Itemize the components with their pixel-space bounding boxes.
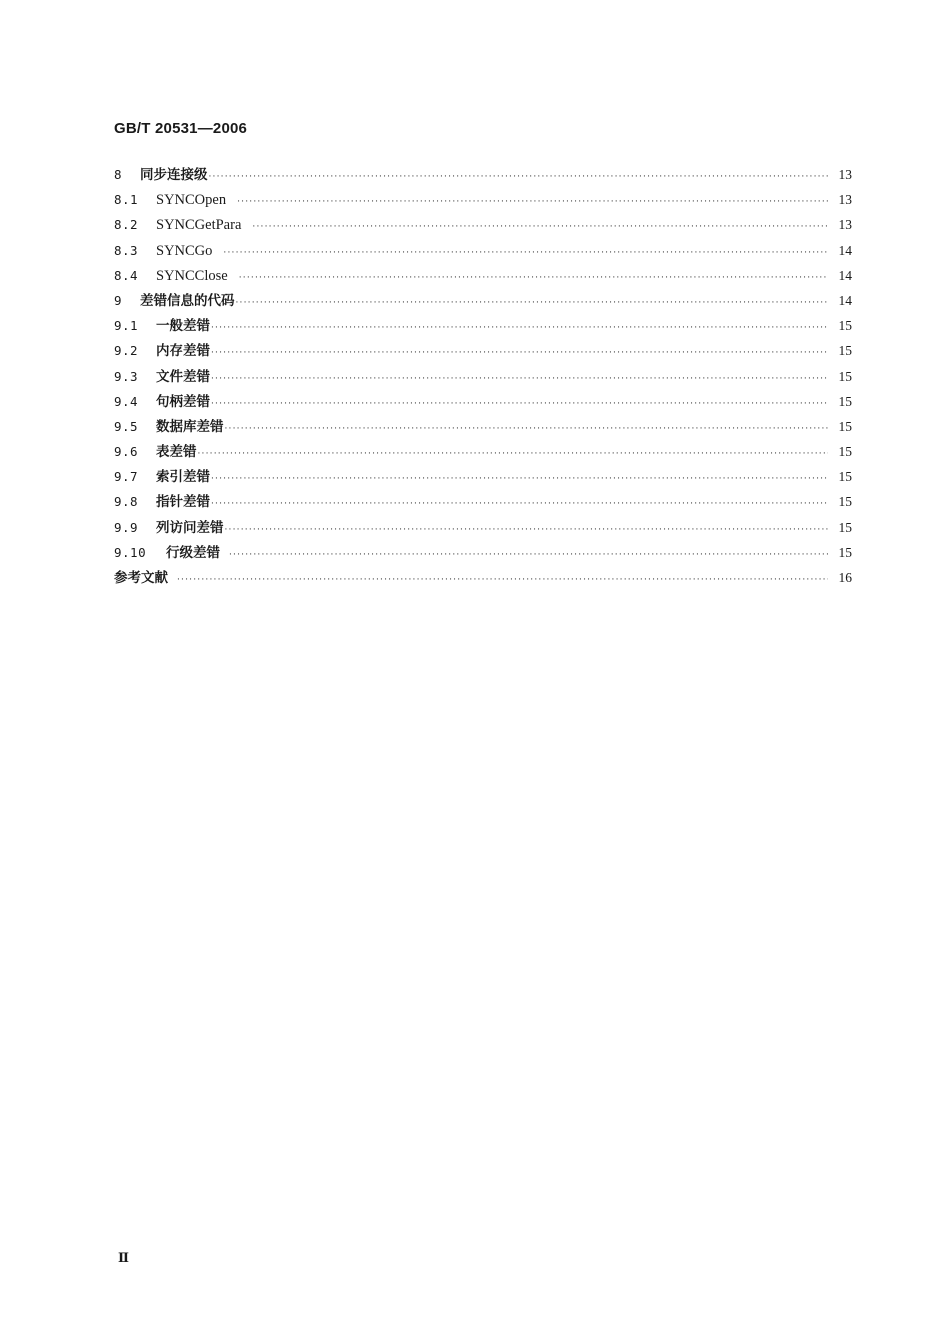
toc-entry-number: 8 bbox=[114, 167, 123, 182]
toc-entry-page: 15 bbox=[838, 368, 852, 384]
toc-entry[interactable] bbox=[114, 263, 852, 288]
toc-entry[interactable] bbox=[114, 515, 852, 540]
toc-entry-page: 15 bbox=[838, 418, 852, 434]
toc-entry-number: 9.6 bbox=[114, 444, 139, 460]
page-number: Ⅱ bbox=[118, 1250, 129, 1265]
toc-dot-leader bbox=[211, 367, 828, 392]
toc-entry-number: 9.4 bbox=[114, 393, 139, 409]
toc-dot-leader bbox=[211, 316, 828, 341]
toc-entry-title: 索引差错 bbox=[156, 469, 210, 486]
toc-entry-page: 15 bbox=[838, 544, 852, 560]
toc-entry-number: 9.10 bbox=[114, 544, 147, 560]
toc-entry-page: 14 bbox=[838, 242, 852, 258]
toc-entry-title: SYNCGetPara bbox=[156, 217, 242, 234]
toc-entry-number: 8.2 bbox=[114, 217, 139, 233]
toc-entry-title: 文件差错 bbox=[156, 368, 210, 385]
toc-entry-title: 内存差错 bbox=[156, 343, 210, 360]
toc-dot-leader bbox=[211, 341, 828, 366]
toc-dot-leader bbox=[252, 215, 828, 240]
toc-dot-leader bbox=[225, 518, 829, 543]
toc-entry-page: 15 bbox=[838, 318, 852, 334]
toc-entry[interactable] bbox=[114, 389, 852, 414]
toc-entry-title: 列访问差错 bbox=[156, 519, 224, 536]
toc-entry-page: 15 bbox=[838, 343, 852, 359]
toc-entry-page: 15 bbox=[838, 469, 852, 485]
toc-entry[interactable] bbox=[114, 414, 852, 439]
toc-entry-page: 13 bbox=[838, 192, 852, 208]
toc-entry-page: 14 bbox=[838, 267, 852, 283]
toc-entry-page: 16 bbox=[838, 570, 852, 585]
toc-dot-leader bbox=[211, 392, 828, 417]
toc-dot-leader bbox=[223, 241, 828, 266]
toc-dot-leader bbox=[229, 543, 828, 568]
toc-entry-page: 15 bbox=[838, 393, 852, 409]
toc-entry-number: 9.3 bbox=[114, 368, 139, 384]
table-of-contents bbox=[114, 162, 852, 590]
toc-entry-title: SYNCOpen bbox=[156, 192, 227, 209]
toc-entry[interactable] bbox=[114, 464, 852, 489]
page-header-standard-code: GB/T 20531—2006 bbox=[114, 120, 248, 137]
toc-entry[interactable] bbox=[114, 364, 852, 389]
toc-entry-title: 行级差错 bbox=[166, 544, 220, 561]
toc-entry-title: 表差错 bbox=[156, 444, 197, 461]
toc-entry-number: 9.9 bbox=[114, 519, 139, 535]
toc-entry-title: SYNCClose bbox=[156, 267, 228, 284]
toc-entry-title: 一般差错 bbox=[156, 318, 210, 335]
toc-entry-title: 指针差错 bbox=[156, 494, 210, 511]
toc-dot-leader bbox=[237, 190, 828, 215]
toc-entry-number: 8.3 bbox=[114, 242, 139, 258]
toc-entry-title: SYNCGo bbox=[156, 242, 213, 259]
toc-entry-number: 9 bbox=[114, 292, 123, 308]
toc-entry[interactable] bbox=[114, 489, 852, 514]
toc-entry-number: 8.1 bbox=[114, 192, 139, 208]
toc-entry-title: 数据库差错 bbox=[156, 418, 224, 435]
toc-dot-leader bbox=[211, 467, 828, 492]
toc-entry-title: 参考文献 bbox=[114, 570, 168, 586]
toc-entry-page: 15 bbox=[838, 519, 852, 535]
toc-entry-number: 9.5 bbox=[114, 418, 139, 434]
toc-entry-page: 15 bbox=[838, 444, 852, 460]
toc-dot-leader bbox=[236, 291, 829, 316]
toc-entry-page: 15 bbox=[838, 494, 852, 510]
toc-entry-number: 9.7 bbox=[114, 469, 139, 485]
toc-entry[interactable] bbox=[114, 565, 852, 590]
toc-entry-page: 13 bbox=[838, 217, 852, 233]
toc-dot-leader bbox=[198, 442, 829, 467]
toc-entry[interactable] bbox=[114, 439, 852, 464]
toc-dot-leader bbox=[209, 165, 829, 190]
toc-dot-leader bbox=[239, 266, 828, 291]
toc-entry-number: 8.4 bbox=[114, 267, 139, 283]
toc-entry[interactable] bbox=[114, 162, 852, 187]
toc-entry-page: 13 bbox=[838, 167, 852, 182]
toc-dot-leader bbox=[211, 492, 828, 517]
toc-entry-number: 9.1 bbox=[114, 318, 139, 334]
toc-entry[interactable] bbox=[114, 540, 852, 565]
toc-entry[interactable] bbox=[114, 238, 852, 263]
toc-dot-leader bbox=[177, 568, 828, 593]
toc-dot-leader bbox=[225, 417, 829, 442]
toc-entry-number: 9.8 bbox=[114, 494, 139, 510]
toc-entry-page: 14 bbox=[838, 292, 852, 308]
toc-entry[interactable] bbox=[114, 288, 852, 313]
toc-entry[interactable] bbox=[114, 338, 852, 363]
toc-entry[interactable] bbox=[114, 212, 852, 237]
toc-entry[interactable] bbox=[114, 187, 852, 212]
toc-entry-title: 同步连接级 bbox=[140, 167, 208, 183]
toc-entry-title: 句柄差错 bbox=[156, 393, 210, 410]
toc-entry[interactable] bbox=[114, 313, 852, 338]
toc-entry-number: 9.2 bbox=[114, 343, 139, 359]
toc-entry-title: 差错信息的代码 bbox=[140, 292, 235, 309]
